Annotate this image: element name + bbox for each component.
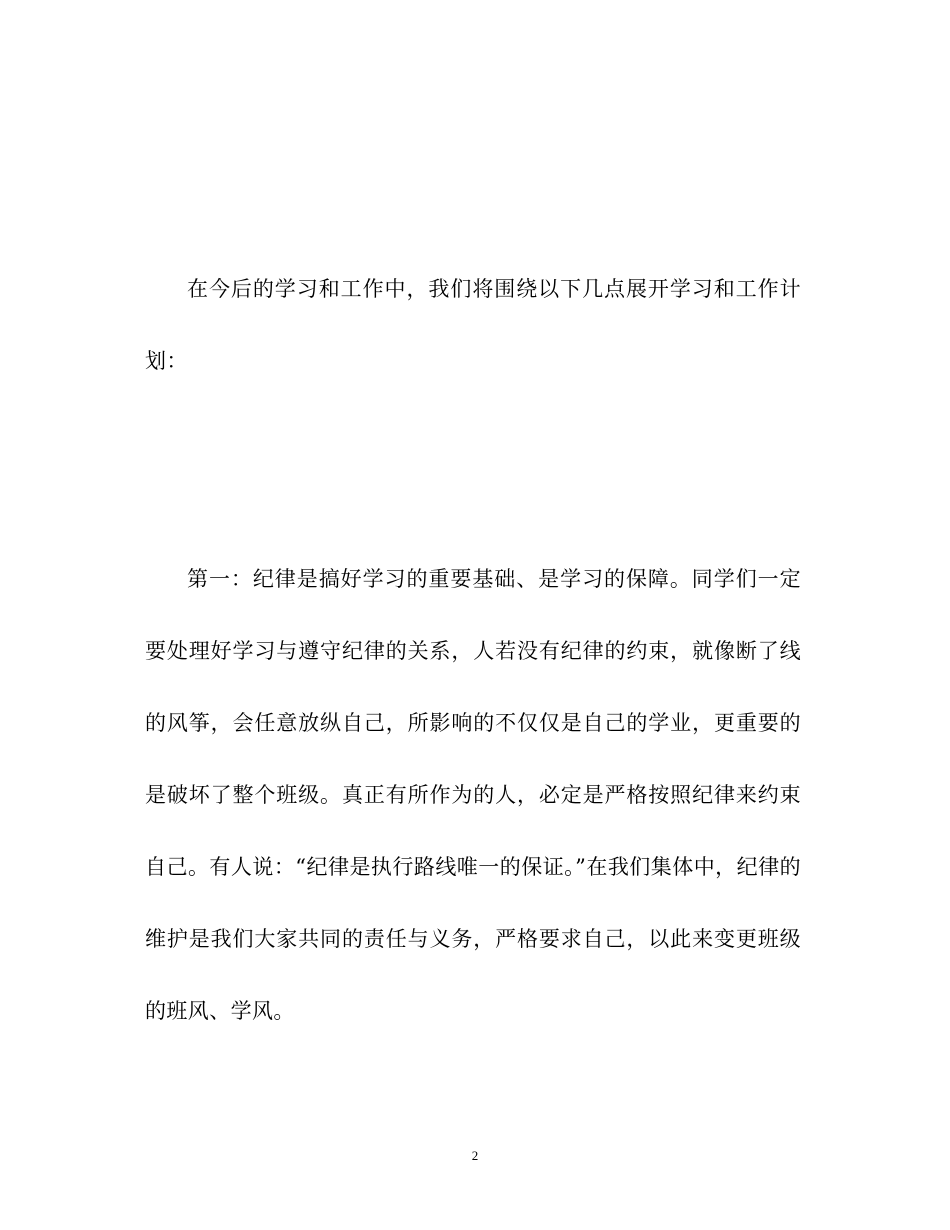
paragraph-intro: 在今后的学习和工作中，我们将围绕以下几点展开学习和工作计划： <box>145 277 801 373</box>
paragraph-discipline: 第一：纪律是搞好学习的重要基础、是学习的保障。同学们一定要处理好学习与遵守纪律的关系，人若没有纪律的约束，就像断了线的风筝，会任意放纵自己，所影响的不仅仅是自己的学业，更重要的是破坏了整个班级。真正有所作为的人，必定是严格按照纪律来约束自己。有人说：“纪律是执行路线唯一的保证。”在我们集体中，纪律的维护是我们大家共同的责任与义务，严格要求自己，以此来变更班级的班风、学风。 <box>145 567 801 1023</box>
page-number: 2 <box>471 1148 479 1163</box>
